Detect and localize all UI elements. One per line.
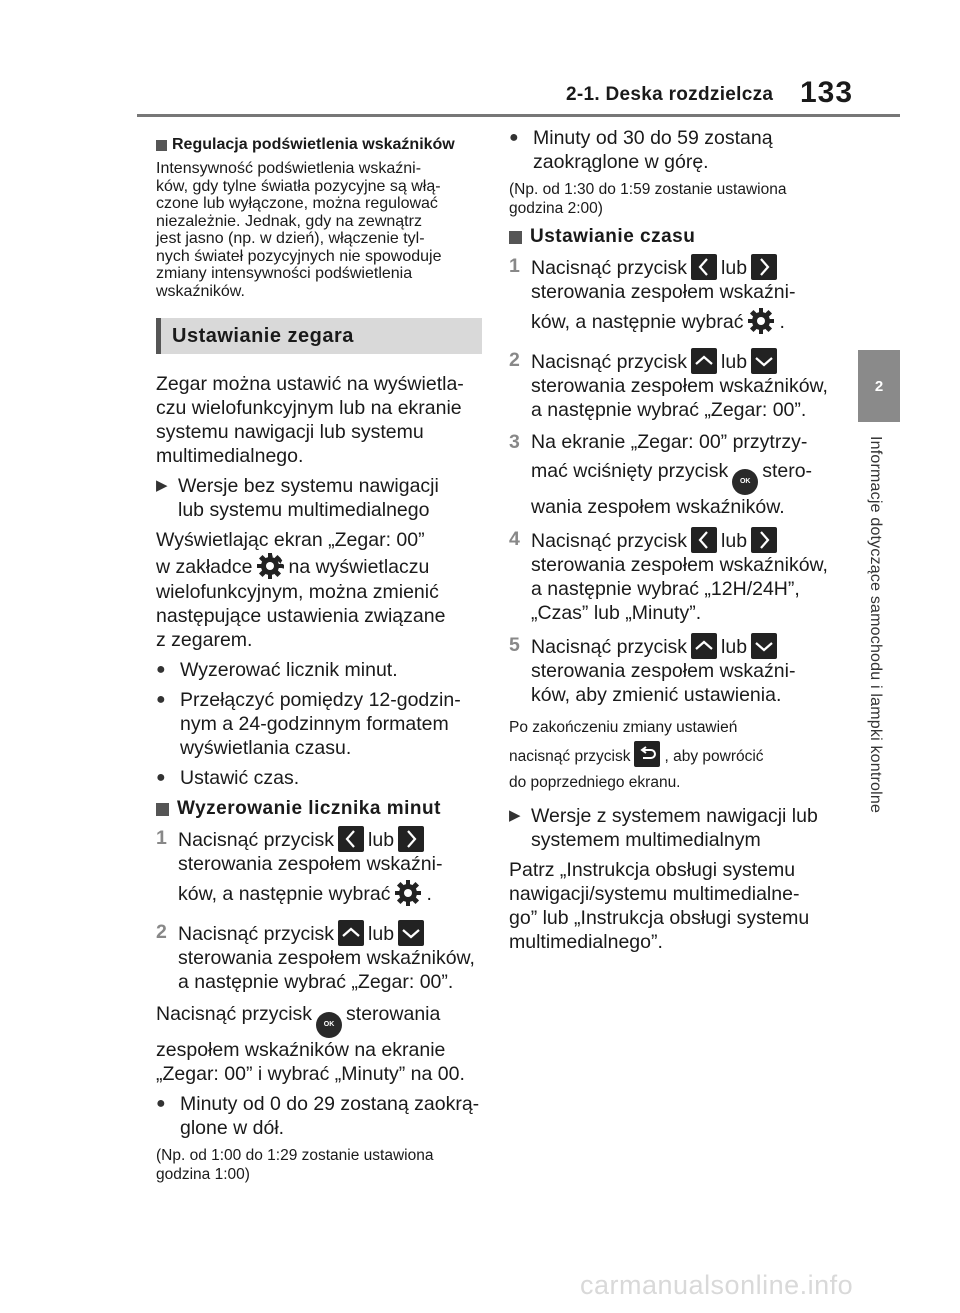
step-1: 1 Nacisnąć przycisk lub sterowania zespołem wskaźni- ków, a następnie wybrać .	[156, 827, 443, 905]
list-item: ● Przełączyć pomiędzy 12-godzin- nym a 24-godzinnym formatem wyświetlania czasu.	[156, 689, 461, 759]
section-title: Ustawianie zegara	[156, 318, 482, 354]
chevron-down-icon	[751, 348, 777, 374]
step-1: 1 Nacisnąć przycisk lub sterowania zespołem wskaźni- ków, a następnie wybrać .	[509, 255, 796, 333]
procedure-heading: Wyzerowanie licznika minut	[156, 798, 482, 820]
chevron-left-icon	[338, 826, 364, 852]
chapter-tab: 2	[858, 350, 900, 422]
ok-paragraph: Nacisnąć przycisk OK sterowania zespołem wskaźników na ekranie „Zegar: 00” i wybrać „Minuty” na 00.	[156, 1003, 465, 1085]
right-column	[509, 126, 839, 960]
list-item: ● Ustawić czas.	[156, 767, 300, 789]
watermark: carmanualsonline.info	[580, 1270, 854, 1300]
bullet-icon: ●	[509, 129, 519, 146]
procedure-heading: Ustawianie czasu	[509, 226, 839, 248]
bullet-icon: ●	[156, 769, 166, 786]
reference-paragraph: Patrz „Instrukcja obsługi systemu nawigacji/systemu multimedialne- go” lub „Instrukcja obsługi systemu multimedialnego”.	[509, 859, 810, 953]
intro-paragraph: Zegar można ustawić na wyświetla- czu wielofunkcyjnym lub na ekranie systemu nawigacji lub systemu multimedialnego.	[156, 373, 464, 467]
triangle-right-icon: ▶	[156, 477, 168, 494]
chevron-left-icon	[691, 527, 717, 553]
gear-icon	[256, 552, 284, 580]
bullet-icon: ●	[156, 691, 166, 708]
back-arrow-icon	[634, 741, 660, 767]
example-note: (Np. od 1:30 do 1:59 zostanie ustawiona godzina 2:00)	[509, 181, 787, 217]
list-item: ● Minuty od 30 do 59 zostaną zaokrąglone w górę.	[509, 127, 773, 173]
square-bullet-icon	[509, 231, 522, 244]
left-column	[156, 126, 482, 1192]
list-item: ● Minuty od 0 do 29 zostaną zaokrą- glone w dół.	[156, 1093, 480, 1139]
header-rule	[137, 114, 900, 117]
gear-icon	[394, 879, 422, 907]
chevron-right-icon	[398, 826, 424, 852]
page-number: 133	[800, 76, 854, 109]
example-note: (Np. od 1:00 do 1:29 zostanie ustawiona godzina 1:00)	[156, 1147, 434, 1183]
variant-note: ▶ Wersje bez systemu nawigacji lub systemu multimedialnego	[156, 475, 439, 521]
square-bullet-icon	[156, 803, 169, 816]
gear-icon	[747, 307, 775, 335]
sub-paragraph: Intensywność podświetlenia wskaźni- ków, gdy tylne światła pozycyjne są włą- czone lub wyłączone, można regulować niezależnie. Jednak, gdy na zewnątrz jest jasno (np. w dzień), włączenie tyl- nych świateł pozycyjnych nie spowoduje zmiany intensywności podświetlenia wskaźników.	[156, 160, 442, 300]
chevron-up-icon	[338, 920, 364, 946]
chevron-left-icon	[691, 254, 717, 280]
chevron-down-icon	[751, 633, 777, 659]
chevron-up-icon	[691, 633, 717, 659]
ok-button-icon: OK	[316, 1012, 342, 1038]
variant-note: ▶ Wersje z systemem nawigacji lub systemem multimedialnym	[509, 805, 818, 851]
step-5: 5 Nacisnąć przycisk lub sterowania zespołem wskaźni- ków, aby zmienić ustawienia.	[509, 634, 796, 706]
step-4: 4 Nacisnąć przycisk lub sterowania zespołem wskaźników, a następnie wybrać „12H/24H”, „Czas” lub „Minuty”.	[509, 528, 828, 624]
list-item: ● Wyzerować licznik minut.	[156, 659, 398, 681]
triangle-right-icon: ▶	[509, 807, 521, 824]
chevron-down-icon	[398, 920, 424, 946]
square-bullet-icon	[156, 140, 167, 151]
section-header: 2-1. Deska rozdzielcza	[566, 84, 774, 105]
bullet-icon: ●	[156, 661, 166, 678]
ok-button-icon: OK	[732, 469, 758, 495]
step-2: 2 Nacisnąć przycisk lub sterowania zespołem wskaźników, a następnie wybrać „Zegar: 00”.	[509, 349, 828, 421]
chapter-title: Informacje dotyczące samochodu i lampki kontrolne	[867, 436, 884, 814]
step-3: 3 Na ekranie „Zegar: 00” przytrzy- mać wciśnięty przycisk OK stero- wania zespołem wskaźników.	[509, 431, 813, 518]
chevron-up-icon	[691, 348, 717, 374]
display-paragraph: Wyświetlając ekran „Zegar: 00” w zakładce na wyświetlaczu wielofunkcyjnym, można zmienić następujące ustawienia związane z zegarem.	[156, 529, 446, 651]
chevron-right-icon	[751, 527, 777, 553]
chevron-right-icon	[751, 254, 777, 280]
sub-heading: Regulacja podświetlenia wskaźników	[156, 136, 482, 154]
back-note: Po zakończeniu zmiany ustawień nacisnąć przycisk , aby powrócić do poprzedniego ekranu.	[509, 719, 764, 791]
step-2: 2 Nacisnąć przycisk lub sterowania zespołem wskaźników, a następnie wybrać „Zegar: 00”.	[156, 921, 475, 993]
bullet-icon: ●	[156, 1095, 166, 1112]
